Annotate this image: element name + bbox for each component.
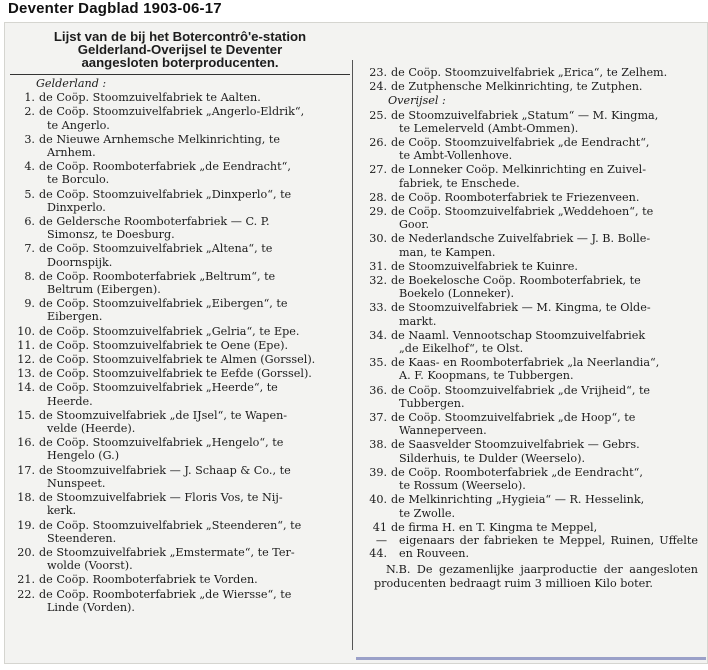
item-number: 25. bbox=[369, 108, 387, 122]
title-line-3: aangesloten boterproducenten. bbox=[81, 55, 279, 70]
item-text bbox=[39, 188, 350, 214]
item-number: 24. bbox=[369, 80, 387, 94]
list-item bbox=[362, 411, 698, 437]
column-divider bbox=[352, 60, 353, 650]
item-text bbox=[391, 205, 698, 231]
item-line-1: de Boekelosche Coöp. Roomboterfabriek, te bbox=[391, 274, 641, 288]
item-text bbox=[391, 260, 698, 273]
item-number: 14. bbox=[17, 381, 35, 395]
list-item bbox=[10, 546, 350, 572]
list-item bbox=[362, 274, 698, 300]
item-number: 41—44. bbox=[369, 520, 387, 561]
item-line-2: Heerde. bbox=[47, 394, 93, 408]
list-item bbox=[10, 491, 350, 517]
list-item bbox=[10, 133, 350, 159]
item-line-1: de Coöp. Stoomzuivelfabriek te Oene (Epe). bbox=[39, 338, 289, 352]
item-text bbox=[391, 191, 698, 204]
region-heading-gelderland: Gelderland : bbox=[36, 77, 107, 90]
item-number: 3. bbox=[24, 132, 35, 146]
list-item bbox=[10, 297, 350, 323]
item-text bbox=[391, 493, 698, 519]
item-line-1: de Naaml. Vennootschap Stoomzuivelfabriek bbox=[391, 328, 646, 342]
item-number: 4. bbox=[24, 160, 35, 174]
item-line-1: de Coöp. Roomboterfabriek te Friezenveen. bbox=[391, 190, 640, 204]
item-number: 20. bbox=[17, 545, 35, 559]
item-number: 37. bbox=[369, 411, 387, 425]
list-item bbox=[10, 367, 350, 380]
item-line-1: de Coöp. Stoomzuivelfabriek „Weddehoen“, te bbox=[391, 205, 654, 219]
item-line-1: de Coöp. Stoomzuivelfabriek „Steenderen“, te bbox=[39, 518, 302, 532]
list-item bbox=[10, 91, 350, 104]
list-item bbox=[10, 188, 350, 214]
item-text bbox=[39, 353, 350, 366]
item-line-2: Arnhem. bbox=[47, 146, 96, 160]
item-number: 28. bbox=[369, 190, 387, 204]
item-number: 13. bbox=[17, 367, 35, 381]
item-number: 21. bbox=[17, 573, 35, 587]
list-item bbox=[10, 339, 350, 352]
item-line-1: de Coöp. Stoomzuivelfabriek „Angerlo-Eldrik“, bbox=[39, 105, 305, 119]
item-text bbox=[391, 163, 698, 189]
item-line-2: velde (Heerde). bbox=[47, 422, 136, 436]
item-text bbox=[391, 329, 698, 355]
item-number: 33. bbox=[369, 301, 387, 315]
item-line-2: fabriek, te Enschede. bbox=[399, 176, 520, 190]
list-item bbox=[362, 356, 698, 382]
item-text bbox=[39, 367, 350, 380]
item-line-2: „de Eikelhof“, te Olst. bbox=[399, 342, 524, 356]
item-line-2: wolde (Voorst). bbox=[47, 559, 133, 573]
item-line-1: de Stoomzuivelfabriek „de IJsel“, te Wapen- bbox=[39, 408, 288, 422]
item-number: 12. bbox=[17, 353, 35, 367]
item-text bbox=[391, 274, 698, 300]
list-item bbox=[10, 588, 350, 614]
item-text bbox=[39, 242, 350, 268]
left-column bbox=[10, 26, 350, 654]
list-item bbox=[10, 381, 350, 407]
item-number: 23. bbox=[369, 66, 387, 79]
item-line-1: de Nederlandsche Zuivelfabriek — J. B. Bolle- bbox=[391, 232, 651, 246]
item-line-2: te Zwolle. bbox=[399, 506, 456, 520]
list-item bbox=[362, 136, 698, 162]
item-line-1: de Geldersche Roomboterfabriek — C. P. bbox=[39, 215, 270, 229]
list-item bbox=[362, 232, 698, 258]
item-line-2: Hengelo (G.) bbox=[47, 449, 120, 463]
list-item bbox=[10, 519, 350, 545]
item-line-1: de Stoomzuivelfabriek „Emstermate“, te Ter- bbox=[39, 545, 295, 559]
item-number: 26. bbox=[369, 136, 387, 150]
item-line-1: de Stoomzuivelfabriek — J. Schaap & Co., te bbox=[39, 463, 291, 477]
item-line-1: de Lonneker Coöp. Melkinrichting en Zuivel- bbox=[391, 163, 646, 177]
region-heading-overijsel: Overijsel : bbox=[388, 94, 446, 108]
item-line-2: Steenderen. bbox=[47, 531, 117, 545]
gelderland-list-continued bbox=[362, 66, 698, 93]
item-line-2: te Angerlo. bbox=[47, 118, 110, 132]
item-number: 18. bbox=[17, 491, 35, 505]
item-line-2: Eibergen. bbox=[47, 310, 103, 324]
item-line-1: de Coöp. Stoomzuivelfabriek „de Eendracht“, bbox=[391, 136, 650, 150]
item-line-1: de Stoomzuivelfabriek te Kuinre. bbox=[391, 259, 578, 273]
item-number: 2. bbox=[24, 105, 35, 119]
item-number: 31. bbox=[369, 259, 387, 273]
item-line-2: te Ambt-Vollenhove. bbox=[399, 149, 513, 163]
item-line-1: de Coöp. Stoomzuivelfabriek te Eefde (Gorssel). bbox=[39, 367, 312, 381]
item-number: 39. bbox=[369, 465, 387, 479]
list-item bbox=[362, 301, 698, 327]
item-line-1: de Coöp. Stoomzuivelfabriek „Gelria“, te Epe. bbox=[39, 324, 300, 338]
list-item bbox=[10, 573, 350, 586]
list-item bbox=[10, 160, 350, 186]
item-line-1: de Nieuwe Arnhemsche Melkinrichting, te bbox=[39, 132, 281, 146]
item-line-2: Silderhuis, te Dulder (Weerselo). bbox=[399, 451, 586, 465]
list-item bbox=[362, 80, 698, 93]
item-text bbox=[391, 80, 698, 93]
item-line-1: de Coöp. Stoomzuivelfabriek „Eibergen“, te bbox=[39, 297, 288, 311]
list-item bbox=[10, 325, 350, 338]
list-item bbox=[10, 436, 350, 462]
list-item bbox=[362, 260, 698, 273]
item-number: 7. bbox=[24, 242, 35, 256]
footnote: N.B. De gezamenlijke jaarproductie der aangesloten producenten bedraagt ruim 3 millioen Kilo boter. bbox=[374, 563, 698, 590]
list-item bbox=[362, 493, 698, 519]
item-text bbox=[39, 519, 350, 545]
item-number: 11. bbox=[17, 338, 35, 352]
item-line-1: de Kaas- en Roomboterfabriek „la Neerlandia“, bbox=[391, 356, 660, 370]
item-text bbox=[39, 325, 350, 338]
item-line-1: de firma H. en T. Kingma te Meppel, bbox=[391, 520, 598, 534]
list-item bbox=[10, 409, 350, 435]
article-title bbox=[10, 30, 350, 69]
item-number: 27. bbox=[369, 163, 387, 177]
item-number: 19. bbox=[17, 518, 35, 532]
item-text bbox=[39, 215, 350, 241]
item-text bbox=[391, 438, 698, 464]
item-number: 30. bbox=[369, 232, 387, 246]
item-text bbox=[391, 356, 698, 382]
bottom-rule bbox=[356, 657, 706, 660]
item-line-2: Wanneperveen. bbox=[399, 424, 487, 438]
item-text bbox=[39, 297, 350, 323]
item-line-2: Goor. bbox=[399, 218, 430, 232]
item-number: 15. bbox=[17, 408, 35, 422]
item-line-1: de Zutphensche Melkinrichting, te Zutphen. bbox=[391, 80, 643, 94]
item-text bbox=[39, 409, 350, 435]
title-line-2: Gelderland-Overijsel te Deventer bbox=[77, 42, 283, 57]
item-text bbox=[391, 109, 698, 135]
item-line-2: markt. bbox=[399, 314, 437, 328]
item-text bbox=[39, 339, 350, 352]
item-number: 22. bbox=[17, 587, 35, 601]
item-line-2: Beltrum (Eibergen). bbox=[47, 283, 161, 297]
item-line-2: Doornspijk. bbox=[47, 255, 113, 269]
item-number: 1. bbox=[24, 91, 35, 105]
item-line-1: de Coöp. Stoomzuivelfabriek „Erica“, te Zelhem. bbox=[391, 66, 668, 79]
item-line-1: de Stoomzuivelfabriek — M. Kingma, te Olde- bbox=[391, 301, 651, 315]
item-text bbox=[39, 588, 350, 614]
list-item bbox=[10, 105, 350, 131]
list-item bbox=[10, 353, 350, 366]
item-text bbox=[39, 105, 350, 131]
item-number: 35. bbox=[369, 356, 387, 370]
item-number: 29. bbox=[369, 205, 387, 219]
list-item bbox=[10, 242, 350, 268]
list-item bbox=[362, 109, 698, 135]
item-line-1: de Coöp. Stoomzuivelfabriek „Heerde“, te bbox=[39, 381, 278, 395]
item-line-1: de Melkinrichting „Hygieia“ — R. Hesselink, bbox=[391, 493, 645, 507]
item-line-2: Linde (Vorden). bbox=[47, 600, 135, 614]
item-number: 32. bbox=[369, 274, 387, 288]
overijsel-list bbox=[362, 109, 698, 561]
list-item bbox=[362, 384, 698, 410]
item-line-2: te Rossum (Weerselo). bbox=[399, 479, 526, 493]
item-number: 34. bbox=[369, 328, 387, 342]
item-text bbox=[39, 160, 350, 186]
list-item bbox=[362, 191, 698, 204]
item-text bbox=[391, 411, 698, 437]
item-line-2: eigenaars der fabrieken te Meppel, Ruinen, Uffelte en Rouveen. bbox=[399, 533, 698, 561]
item-line-2: kerk. bbox=[47, 504, 77, 518]
item-line-2: te Borculo. bbox=[47, 173, 110, 187]
item-line-2: man, te Kampen. bbox=[399, 245, 496, 259]
gelderland-list bbox=[10, 91, 350, 614]
item-text bbox=[391, 521, 698, 561]
right-column bbox=[362, 66, 698, 656]
list-item bbox=[10, 464, 350, 490]
item-number: 5. bbox=[24, 187, 35, 201]
item-line-2: Simonsz, te Doesburg. bbox=[47, 228, 175, 242]
title-rule bbox=[10, 74, 350, 75]
item-text bbox=[391, 301, 698, 327]
list-item bbox=[362, 163, 698, 189]
item-number: 40. bbox=[369, 493, 387, 507]
item-line-1: de Saasvelder Stoomzuivelfabriek — Gebrs. bbox=[391, 438, 640, 452]
list-item bbox=[10, 215, 350, 241]
item-line-1: de Coöp. Roomboterfabriek „de Eendracht“, bbox=[391, 465, 643, 479]
item-line-1: de Coöp. Stoomzuivelfabriek „Hengelo“, te bbox=[39, 436, 284, 450]
item-line-1: de Stoomzuivelfabriek „Statum“ — M. Kingma, bbox=[391, 108, 659, 122]
item-text bbox=[391, 384, 698, 410]
list-item bbox=[10, 270, 350, 296]
item-line-1: de Coöp. Stoomzuivelfabriek te Aalten. bbox=[39, 91, 261, 105]
item-text bbox=[39, 91, 350, 104]
list-item bbox=[362, 521, 698, 561]
item-line-2: te Lemelerveld (Ambt-Ommen). bbox=[399, 121, 579, 135]
item-line-2: Boekelo (Lonneker). bbox=[399, 287, 515, 301]
item-number: 38. bbox=[369, 438, 387, 452]
list-item bbox=[362, 205, 698, 231]
list-item bbox=[362, 329, 698, 355]
item-line-2: Dinxperlo. bbox=[47, 200, 106, 214]
item-line-1: de Stoomzuivelfabriek — Floris Vos, te Nij- bbox=[39, 491, 283, 505]
item-text bbox=[39, 381, 350, 407]
list-item bbox=[362, 466, 698, 492]
item-text bbox=[39, 133, 350, 159]
item-number: 17. bbox=[17, 463, 35, 477]
item-line-1: de Coöp. Stoomzuivelfabriek te Almen (Gorssel). bbox=[39, 353, 316, 367]
item-text bbox=[39, 436, 350, 462]
title-line-1: Lijst van de bij het Botercontrô'e-station bbox=[53, 29, 307, 44]
item-number: 9. bbox=[24, 297, 35, 311]
item-number: 16. bbox=[17, 436, 35, 450]
item-line-1: de Coöp. Stoomzuivelfabriek „Dinxperlo“, te bbox=[39, 187, 292, 201]
item-number: 8. bbox=[24, 269, 35, 283]
item-text bbox=[391, 136, 698, 162]
item-number: 6. bbox=[24, 215, 35, 229]
item-line-1: de Coöp. Roomboterfabriek te Vorden. bbox=[39, 573, 258, 587]
item-line-1: de Coöp. Stoomzuivelfabriek „Altena“, te bbox=[39, 242, 273, 256]
item-text bbox=[39, 546, 350, 572]
newspaper-source-header: Deventer Dagblad 1903-06-17 bbox=[8, 0, 222, 17]
item-line-2: Tubbergen. bbox=[399, 396, 465, 410]
item-line-1: de Coöp. Stoomzuivelfabriek „de Hoop“, te bbox=[391, 411, 636, 425]
item-text bbox=[39, 270, 350, 296]
item-line-1: de Coöp. Roomboterfabriek „de Eendracht“, bbox=[39, 160, 291, 174]
item-number: 10. bbox=[17, 324, 35, 338]
item-text bbox=[39, 491, 350, 517]
item-number: 36. bbox=[369, 383, 387, 397]
item-line-1: de Coöp. Stoomzuivelfabriek „de Vrijheid“, te bbox=[391, 383, 651, 397]
item-line-1: de Coöp. Roomboterfabriek „de Wiersse“, te bbox=[39, 587, 292, 601]
item-text bbox=[391, 232, 698, 258]
item-text bbox=[39, 464, 350, 490]
item-text bbox=[391, 466, 698, 492]
item-line-2: A. F. Koopmans, te Tubbergen. bbox=[399, 369, 574, 383]
item-text bbox=[39, 573, 350, 586]
list-item bbox=[362, 438, 698, 464]
list-item bbox=[362, 66, 698, 79]
item-line-2: Nunspeet. bbox=[47, 476, 106, 490]
item-line-1: de Coöp. Roomboterfabriek „Beltrum“, te bbox=[39, 269, 276, 283]
item-text bbox=[391, 66, 698, 79]
